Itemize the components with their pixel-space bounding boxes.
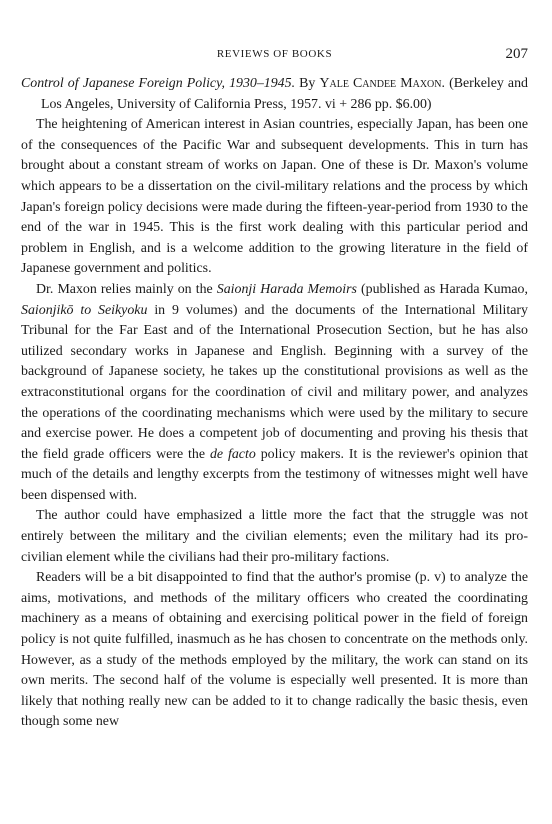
paragraph-2 (21, 280, 528, 507)
paragraph-4: Readers will be a bit disappointed to find that the author's promise (p. v) to analyze the aims, motivations, and methods of the military officers who created the coordinating machinery as a means of obtaining and exercising political power in the field of foreign policy is not quite fulfilled, inasmuch as he has chosen to concentrate on the methods only. However, as a study of the methods employed by the military, the work can stand on its own merits. The second half of the volume is especially well presented. It is more than likely that nothing really new can be added to it to change radically the basic thesis, even though some new (21, 570, 528, 730)
book-author: Yale Candee Maxon. (319, 76, 445, 91)
paragraph-2-text-g: policy makers. It is the reviewer's opinion that much of the details and lengthy excerpts from the testimony of witnesses might well have been dispensed with. (21, 446, 528, 503)
review-body (21, 74, 528, 733)
publication-info: (Berkeley and Los Angeles, University of California Press, 1957. vi + 286 pp. $6.00) (41, 76, 528, 112)
paragraph-2-de-facto: de facto (209, 446, 256, 462)
page-header (21, 46, 528, 66)
paragraph-2-text-c: (published as Harada Kumao, (361, 281, 528, 297)
paragraph-1: The heightening of American interest in Asian countries, especially Japan, has been one of the consequences of the Pacific War and subsequent developments. This in turn has brought about a constant stream of works on Japan. One of these is Dr. Maxon's volume which appears to be a dissertation on the civil-military relations and the process by which Japan's foreign policy decisions were made during the fifteen-year-period from 1930 to the end of the war in 1945. This is the first work dealing with this particular period and problem in English, and is a welcome addition to the growing literature in the field of Japanese government and politics. (21, 117, 528, 277)
paragraph-2-text-a: Dr. Maxon relies mainly on the (36, 281, 213, 297)
paragraph-2-title-seikyoku: Saionjikō to Seikyoku (21, 302, 148, 318)
running-head: REVIEWS OF BOOKS (216, 48, 333, 60)
book-title: Control of Japanese Foreign Policy, 1930–1945. (21, 76, 296, 91)
paragraph-3: The author could have emphasized a little more the fact that the struggle was not entirely between the military and the civilian elements; even the military had its pro-civilian element while the civilians had their pro-military factions. (21, 508, 528, 565)
paragraph-2-text-e: in 9 volumes) and the documents of the International Military Tribunal for the Far East and of the International Prosecution Section, but he has also utilized secondary works in Japanese and English. Beginning with a survey of the background of Japanese society, he takes up the constitutional provisions as well as the extraconstitutional organs for the coordination of civil and military power, and analyzes the operations of the coordinating mechanisms which were used by the military to secure and exercise power. He does a competent job of documenting and proving his thesis that the field grade officers were the (21, 302, 528, 462)
book-citation (21, 74, 528, 115)
citation-by: By (299, 76, 316, 91)
page-number: 207 (505, 46, 528, 62)
paragraph-2-title-memoirs: Saionji Harada Memoirs (216, 281, 357, 297)
